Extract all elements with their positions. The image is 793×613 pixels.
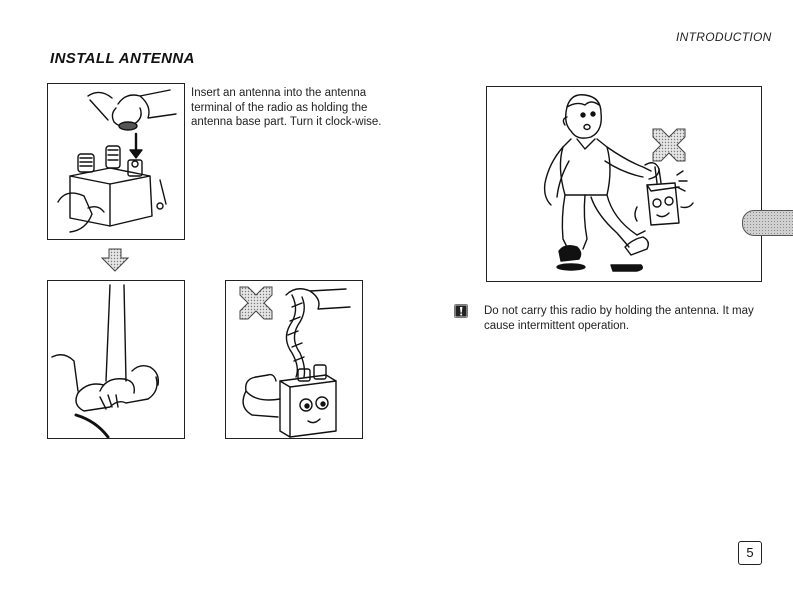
section-header: INTRODUCTION: [676, 30, 772, 44]
page-title: INSTALL ANTENNA: [50, 50, 195, 67]
caution-icon: [454, 304, 468, 318]
antenna-installed-illustration: [47, 280, 185, 439]
caution-note-text: Do not carry this radio by holding the antenna. It may cause intermittent operation.: [484, 305, 754, 332]
down-arrow-icon: [101, 248, 129, 272]
page-number: 5: [738, 541, 762, 565]
cross-mark-icon: [653, 129, 685, 161]
insert-antenna-illustration: [47, 83, 185, 240]
wrong-grip-illustration: [225, 280, 363, 439]
carrying-by-antenna-illustration: [486, 86, 762, 282]
section-thumb-tab: [742, 210, 793, 236]
cross-mark-icon: [240, 287, 272, 319]
install-instructions: Insert an antenna into the antenna terminal of the radio as holding the antenna base part. Turn it clock-wise.: [191, 87, 382, 128]
